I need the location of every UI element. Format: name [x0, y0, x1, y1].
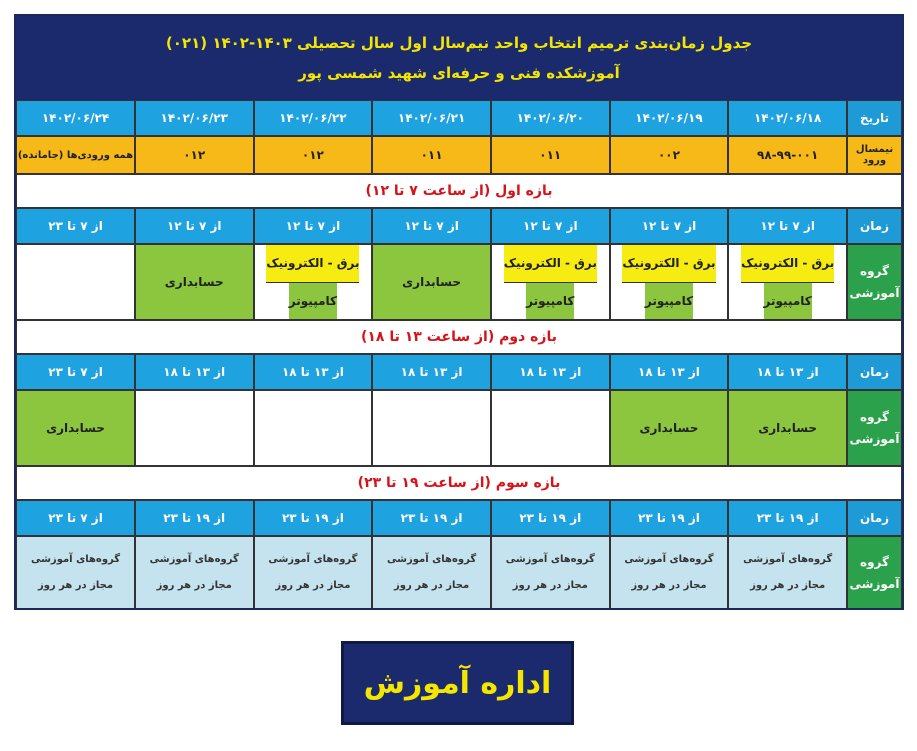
group-line-1: گروه‌های آموزشی [505, 554, 595, 565]
date-cell: ۱۴۰۲/۰۶/۱۹ [610, 100, 729, 136]
date-cell: ۱۴۰۲/۰۶/۲۰ [491, 100, 610, 136]
band-2-title: بازه دوم (از ساعت ۱۳ تا ۱۸) [16, 320, 902, 354]
group-line-1: گروه‌های آموزشی [624, 554, 714, 565]
band-3-title: بازه سوم (از ساعت ۱۹ تا ۲۳) [16, 466, 902, 500]
group-line-2: مجاز در هر روز [512, 580, 588, 591]
entry-cell: ۰۱۲ [135, 136, 254, 174]
time-cell: از ۷ تا ۱۲ [372, 208, 491, 244]
table-frame [14, 14, 904, 610]
time-cell: از ۱۳ تا ۱۸ [728, 354, 847, 390]
group-line-2: مجاز در هر روز [156, 580, 232, 591]
entry-cell: ۰۱۱ [372, 136, 491, 174]
time-label: زمان [847, 500, 902, 536]
time-cell: از ۱۹ تا ۲۳ [135, 500, 254, 536]
group-bottom: کامپیوتر [289, 283, 337, 320]
group-top: برق - الکترونیک [266, 245, 359, 283]
date-cell: ۱۴۰۲/۰۶/۲۱ [372, 100, 491, 136]
time-cell: از ۱۳ تا ۱۸ [491, 354, 610, 390]
time-cell: از ۱۳ تا ۱۸ [610, 354, 729, 390]
group-cell: حسابداری [372, 244, 491, 320]
group-label-line-1: گروه [860, 555, 889, 569]
group-cell: حسابداری [16, 390, 135, 466]
entry-cell: ۹۸-۹۹-۰۰۱ [728, 136, 847, 174]
entry-label: نیمسال ورود [847, 136, 902, 174]
time-label: زمان [847, 208, 902, 244]
date-cell: ۱۴۰۲/۰۶/۱۸ [728, 100, 847, 136]
group-bottom: کامپیوتر [526, 283, 574, 320]
group-cell: حسابداری [135, 244, 254, 320]
group-bottom: کامپیوتر [645, 283, 693, 320]
group-line-2: مجاز در هر روز [631, 580, 707, 591]
group-top: برق - الکترونیک [622, 245, 715, 283]
group-top: برق - الکترونیک [504, 245, 597, 283]
time-cell: از ۱۹ تا ۲۳ [372, 500, 491, 536]
time-cell: از ۷ تا ۲۳ [16, 208, 135, 244]
group-line-1: گروه‌های آموزشی [30, 554, 121, 565]
date-cell: ۱۴۰۲/۰۶/۲۳ [135, 100, 254, 136]
group-line-1: گروه‌های آموزشی [387, 554, 477, 565]
time-cell: از ۱۳ تا ۱۸ [372, 354, 491, 390]
time-cell: از ۷ تا ۱۲ [491, 208, 610, 244]
group-label-line-2: آموزشی [849, 432, 900, 446]
time-cell: از ۷ تا ۲۳ [16, 354, 135, 390]
group-label-line-2: آموزشی [849, 577, 900, 591]
group-label-line-1: گروه [860, 410, 889, 424]
time-cell: از ۷ تا ۲۳ [16, 500, 135, 536]
title-line-2: آموزشکده فنی و حرفه‌ای شهید شمسی پور [298, 64, 620, 82]
title-line-1: جدول زمان‌بندی ترمیم انتخاب واحد نیم‌سال اول سال تحصیلی ۱۴۰۳-۱۴۰۲ (۰۲۱) [165, 34, 753, 52]
group-line-1: گروه‌های آموزشی [268, 554, 358, 565]
time-cell: از ۷ تا ۱۲ [254, 208, 373, 244]
time-cell: از ۱۹ تا ۲۳ [610, 500, 729, 536]
entry-cell: ۰۱۱ [491, 136, 610, 174]
time-cell: از ۱۹ تا ۲۳ [728, 500, 847, 536]
group-label-line-2: آموزشی [849, 286, 900, 300]
entry-cell: ۰۰۲ [610, 136, 729, 174]
group-line-2: مجاز در هر روز [750, 580, 826, 591]
time-cell: از ۱۳ تا ۱۸ [254, 354, 373, 390]
time-cell: از ۷ تا ۱۲ [135, 208, 254, 244]
time-cell: از ۷ تا ۱۲ [610, 208, 729, 244]
time-cell: از ۱۹ تا ۲۳ [254, 500, 373, 536]
time-cell: از ۱۳ تا ۱۸ [135, 354, 254, 390]
group-line-1: گروه‌های آموزشی [743, 554, 833, 565]
group-line-1: گروه‌های آموزشی [149, 554, 239, 565]
group-cell: حسابداری [728, 390, 847, 466]
group-line-2: مجاز در هر روز [394, 580, 470, 591]
entry-cell: ۰۱۲ [254, 136, 373, 174]
group-line-2: مجاز در هر روز [275, 580, 351, 591]
time-label: زمان [847, 354, 902, 390]
entry-cell: همه ورودی‌ها (جامانده) [16, 136, 135, 174]
date-label: تاریخ [847, 100, 902, 136]
time-cell: از ۷ تا ۱۲ [728, 208, 847, 244]
group-bottom: کامپیوتر [764, 283, 812, 320]
group-label-line-1: گروه [860, 264, 889, 278]
band-1-title: بازه اول (از ساعت ۷ تا ۱۲) [16, 174, 902, 208]
education-office-logo: اداره آموزش [341, 641, 574, 725]
group-line-2: مجاز در هر روز [37, 580, 114, 591]
group-top: برق - الکترونیک [741, 245, 834, 283]
date-cell: ۱۴۰۲/۰۶/۲۲ [254, 100, 373, 136]
group-cell: حسابداری [610, 390, 729, 466]
date-cell: ۱۴۰۲/۰۶/۲۴ [16, 100, 135, 136]
time-cell: از ۱۹ تا ۲۳ [491, 500, 610, 536]
